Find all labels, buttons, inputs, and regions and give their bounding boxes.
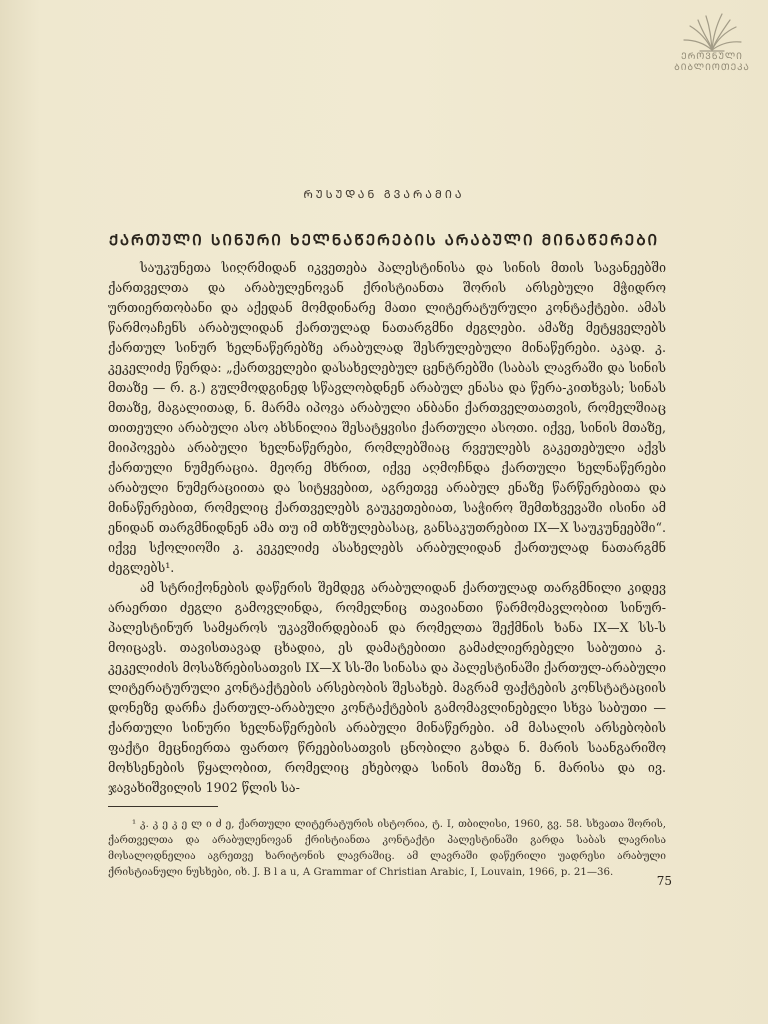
- fern-emblem-icon: [680, 10, 744, 52]
- library-name-line-1: ᲔᲠᲝᲕᲜᲣᲚᲘ: [681, 52, 743, 62]
- page-number: 75: [656, 874, 672, 888]
- body-paragraph-1: საუკუნეთა სიღრმიდან იკვეთება პალესტინისა და სინის მთის სავანეებში ქართველთა და არაბულენოვან ქრისტიანთა შორის არსებული მჭიდრო ურთიერთობანი და აქედან მომდინარე მათი ლიტერატურული კონტაქტები. ამას წარმოაჩენს არაბულიდან ქართულად ნათარგმნი ძეგლები. ამაზე მეტყველებს ქართულ სინურ ხელნაწერებზე არაბულად შესრულებული მინაწერები. აკად. კ. კეკელიძე წერდა: „ქართველები დასახელებულ ცენტრებში (საბას ლავრაში და სინის მთაზე — რ. გ.) გულმოდგინედ სწავლობდნენ არაბულ ენასა და წერა-კითხვას; სინას მთაზე, მაგალითად, ნ. მარმა იპოვა არაბული ანბანი ქართველთათვის, რომელშიაც თითეული არაბული ასო ახსნილია შესატყვისი ქართული ასოთი. იქვე, სინის მთაზე, მიიპოვება არაბული ხელნაწერები, რომლებშიაც რვეულებს გაკეთებული აქვს ქართული ნუმერაცია. მეორე მხრით, იქვე აღმოჩნდა ქართული ხელნაწერები არაბული ნუმერაციითა და სიტყვებით, აგრეთვე არაბულ ენაზე წარწერებითა და მინაწერებით, რომელიც ქართველებს გაუკეთებიათ, საჭირო შემთხვევაში ისინი ამ ენიდან თარგმნიდნენ ამა თუ იმ თხზულებასაც, განსაკუთრებით IX—X საუკუნეებში“. იქვე სქოლიოში კ. კეკელიძე ასახელებს არაბულიდან ქართულად ნათარგმნ ძეგლებს¹.: [108, 260, 666, 575]
- body-paragraph-2: ამ სტრიქონების დაწერის შემდეგ არაბულიდან ქართულად თარგმნილი კიდევ არაერთი ძეგლი გამოვლინდა, რომელნიც თავიანთი წარმომავლობით სინურ-პალესტინურ სამყაროს უკავშირდებიან და რომელთა შექმნის ხანა IX—X სს-ს მოიცავს. თავისთავად ცხადია, ეს დამატებითი გამაძლიერებელი საბუთია კ. კეკელიძის მოსაზრებისათვის IX—X სს-ში სინასა და პალესტინაში ქართულ-არაბული ლიტერატურული კონტაქტების არსებობის შესახებ. მაგრამ ფაქტების კონსტატაციის დონეზე დარჩა ქართულ-არაბული კონტაქტების გამომავლინებელი სხვა საბუთი — ქართული სინური ხელნაწერების არაბული მინაწერები. ამ მასალის არსებობის ფაქტი მეცნიერთა ფართო წრეებისათვის ცნობილი გახდა ნ. მარის საანგარიშო მოხსენების წყალობით, რომელიც ეხებოდა სინის მთაზე ნ. მარისა და ივ. ჯავახიშვილის 1902 წლის სა-: [108, 580, 666, 795]
- library-name-line-2: ᲑᲘᲑᲚᲘᲝᲗᲔᲙᲐ: [674, 63, 750, 73]
- article-title: ᲥᲐᲠᲗᲣᲚᲘ ᲡᲘᲜᲣᲠᲘ ᲮᲔᲚᲜᲐᲬᲔᲠᲔᲑᲘᲡ ᲐᲠᲐᲑᲣᲚᲘ ᲛᲘᲜᲐᲬᲔᲠᲔᲑᲘ: [108, 231, 659, 249]
- article-body: [108, 258, 666, 798]
- article-author: ᲠᲣᲡᲣᲓᲐᲜ ᲒᲕᲐᲠᲐᲛᲘᲐ: [303, 188, 465, 201]
- footnote-divider: [108, 806, 218, 807]
- footnote-block: [108, 817, 666, 881]
- library-stamp: [662, 10, 762, 85]
- footnote-1: ¹ კ. კ ე კ ე ლ ი ძ ე, ქართული ლიტერატურის ისტორია, ტ. I, თბილისი, 1960, გვ. 58. სხვათა შორის, ქართველთა და არაბულენოვან ქრისტიანთა კონტაქტი პალესტინაში გარდა საბას ლავრისა მოსალოდნელია აგრეთვე ხარიტონის ლავრაშიც. ამ ლავრაში დაწერილი უადრესი არაბული ქრისტიანული ნუსხები, იხ. J. B l a u, A Grammar of Christian Arabic, I, Louvain, 1966, p. 21—36.: [108, 819, 666, 878]
